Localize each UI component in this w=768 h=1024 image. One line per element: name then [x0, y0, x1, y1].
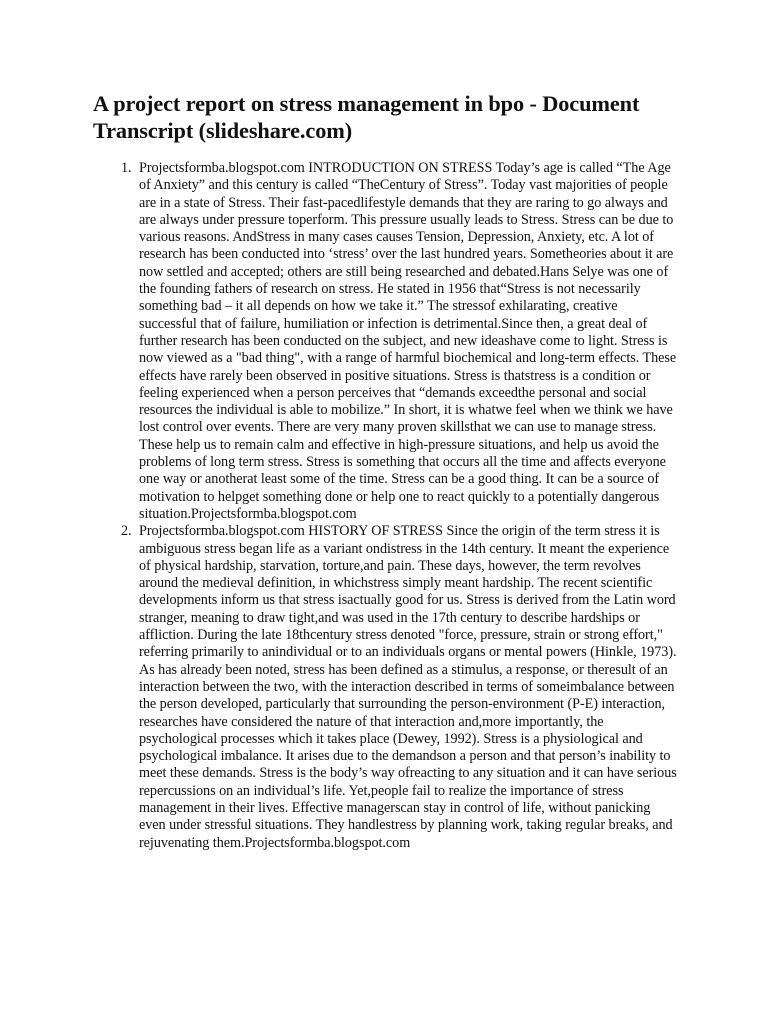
transcript-item-introduction: 1. Projectsformba.blogspot.com INTRODUCTION ON STRESS Today’s age is called “The Age of Anxiety” and this century is called “TheCentury of Stress”. Today vast majorities of people are in a state of Stress. Their fast-pacedlifestyle demands that they are raring to go always and are always under pressure toperform. This pressure usually leads to Stress. Stress can be due to various reasons. AndStress in many cases causes Tension, Depression, Anxiety, etc. A lot of research has been conducted into ‘stress’ over the last hundred years. Sometheories about it are now settled and accepted; others are still being researched and debated.Hans Selye was one of the founding fathers of research on stress. He stated in 1956 that“Stress is not necessarily something bad – it all depends on how we take it.” The stressof exhilarating, creative successful that of failure, humiliation or infection is detrimental.Since then, a great deal of further research has been conducted on the subject, and new ideashave come to light. Stress is now viewed as a "bad thing", with a range of harmful biochemical and long-term effects. These effects have rarely been observed in positive situations. Stress is thatstress is a condition or feeling experienced when a person perceives that “demands exceedthe personal and social resources the individual is able to mobilize.” In short, it is whatwe feel when we think we have lost control over events. There are very many proven skillsthat we can use to manage stress. These help us to remain calm and effective in high-pressure situations, and help us avoid the problems of long term stress. Stress is something that occurs all the time and affects everyone one way or anotherat least some of the time. Stress can be a good thing. It can be a source of motivation to helpget something done or help one to react quickly to a potentially dangerous situation.Projectsformba.blogspot.com — [135, 160, 678, 523]
document-title: A project report on stress management in bpo - Document Transcript (slideshare.com) — [93, 91, 640, 143]
transcript-list — [93, 160, 678, 852]
transcript-item-history: 2. Projectsformba.blogspot.com HISTORY OF STRESS Since the origin of the term stress it is ambiguous stress began life as a variant ondistress in the 14th century. It meant the experience of physical hardship, starvation, torture,and pain. These days, however, the term revolves around the medieval definition, in whichstress simply meant hardship. The recent scientific developments inform us that stress isactually good for us. Stress is derived from the Latin word stranger, meaning to draw tight,and was used in the 17th century to describe hardships or affliction. During the late 18thcentury stress denoted "force, pressure, strain or strong effort," referring primarily to anindividual or to an individuals organs or mental powers (Hinkle, 1973). As has already been noted, stress has been defined as a stimulus, a response, or theresult of an interaction between the two, with the interaction described in terms of someimbalance between the person developed, particularly that surrounding the person-environment (P-E) interaction, researches have considered the nature of that interaction and,more importantly, the psychological processes which it takes place (Dewey, 1992). Stress is a physiological and psychological imbalance. It arises due to the demandson a person and that person’s inability to meet these demands. Stress is the body’s way ofreacting to any situation and it can have serious repercussions on an individual’s life. Yet,people fail to realize the importance of stress management in their lives. Effective managerscan stay in control of life, without panicking even under stressful situations. They handlestress by planning work, taking regular breaks, and rejuvenating them.Projectsformba.blogspot.com — [135, 523, 678, 852]
